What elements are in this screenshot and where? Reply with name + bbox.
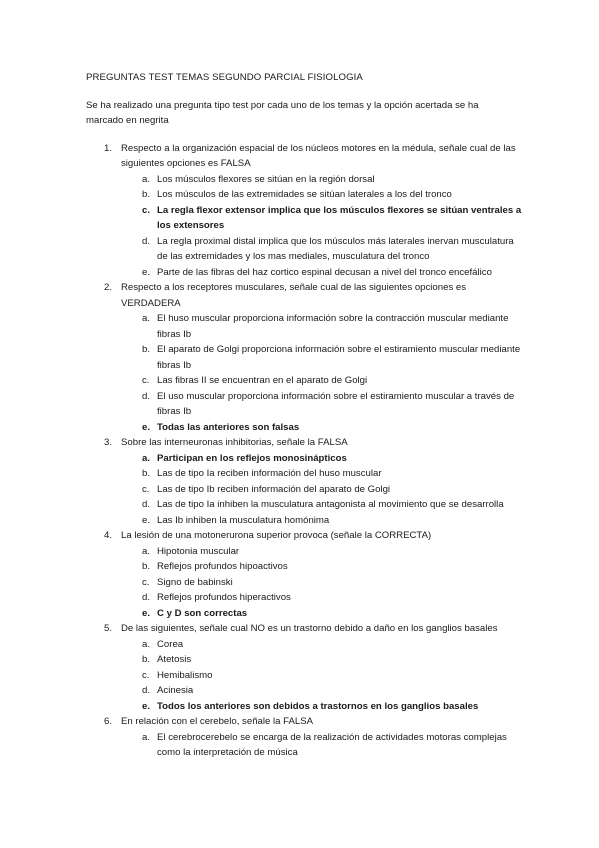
option-text: Reflejos profundos hiperactivos — [157, 592, 291, 603]
option-item — [86, 172, 526, 188]
option-letter: c. — [142, 204, 151, 216]
question-number: 2. — [104, 282, 113, 293]
option-letter: c. — [142, 483, 150, 495]
option-letter: c. — [142, 375, 150, 386]
question-number: 5. — [104, 623, 113, 634]
option-item — [86, 187, 526, 203]
option-item — [86, 683, 526, 699]
document-page — [86, 70, 526, 761]
option-item — [86, 234, 526, 265]
option-item — [86, 668, 526, 684]
option-list — [86, 172, 526, 281]
option-text: Las de tipo Ib reciben información del aparato de Golgi — [157, 483, 391, 495]
question-item — [86, 621, 526, 637]
question-item — [86, 280, 526, 311]
option-text: Las fibras II se encuentran en el aparato de Golgi — [157, 375, 368, 386]
option-letter: d. — [142, 685, 151, 696]
option-item — [86, 497, 526, 513]
option-letter: d. — [142, 592, 151, 603]
option-letter: a. — [142, 313, 151, 324]
question-text: En relación con el cerebelo, señale la FALSA — [121, 716, 313, 727]
option-letter: a. — [142, 173, 151, 185]
document-title: PREGUNTAS TEST TEMAS SEGUNDO PARCIAL FISIOLOGIA — [86, 72, 363, 83]
question-text: La lesión de una motonerurona superior provoca (señale la CORRECTA) — [121, 530, 432, 541]
option-text: Las Ib inhiben la musculatura homónima — [157, 514, 330, 526]
intro-paragraph: Se ha realizado una pregunta tipo test por cada uno de los temas y la opción acertada se ha marcado en negrita — [86, 99, 479, 126]
option-text: Acinesia — [157, 685, 194, 696]
option-item — [86, 342, 526, 373]
option-list — [86, 730, 526, 761]
option-letter: b. — [142, 468, 151, 479]
question-number: 6. — [104, 716, 113, 727]
option-letter: a. — [142, 638, 151, 650]
option-text: Corea — [157, 638, 184, 650]
question-number: 3. — [104, 437, 113, 448]
question-number: 4. — [104, 530, 113, 541]
option-text: Los músculos de las extremidades se sitúan laterales a los del tronco — [157, 189, 452, 200]
option-letter: b. — [142, 561, 151, 572]
option-item-correct — [86, 203, 526, 234]
question-text: Sobre las interneuronas inhibitorias, señale la FALSA — [121, 437, 348, 448]
option-item — [86, 466, 526, 482]
option-item — [86, 544, 526, 560]
option-letter: c. — [142, 669, 150, 681]
option-text: Reflejos profundos hipoactivos — [157, 561, 288, 572]
question-text: De las siguientes, señale cual NO es un trastorno debido a daño en los ganglios basales — [121, 623, 498, 634]
option-item-correct — [86, 420, 526, 436]
option-letter: e. — [142, 514, 151, 526]
option-text: Todos los anteriores son debidos a trastornos en los ganglios basales — [157, 700, 479, 712]
option-item — [86, 559, 526, 575]
question-item — [86, 141, 526, 172]
option-letter: d. — [142, 235, 151, 247]
option-item — [86, 513, 526, 529]
option-text: Las de tipo Ia inhiben la musculatura antagonista al movimiento que se desarrolla — [157, 499, 504, 510]
option-letter: b. — [142, 189, 151, 200]
option-text: Los músculos flexores se sitúan en la región dorsal — [157, 173, 375, 185]
option-text: Atetosis — [157, 654, 192, 665]
option-text: El huso muscular proporciona información sobre la contracción muscular mediante fibras Ib — [157, 313, 509, 340]
option-item — [86, 652, 526, 668]
option-letter: a. — [142, 452, 151, 464]
option-item — [86, 482, 526, 498]
question-list — [86, 141, 526, 761]
option-text: Hemibalismo — [157, 669, 213, 681]
option-item — [86, 575, 526, 591]
option-letter: e. — [142, 607, 151, 619]
question-text: Respecto a los receptores musculares, señale cual de las siguientes opciones es VERDADERA — [121, 282, 467, 309]
option-text: Hipotonia muscular — [157, 545, 240, 557]
option-item-correct — [86, 606, 526, 622]
option-text: Parte de las fibras del haz cortico espinal decusan a nivel del tronco encefálico — [157, 266, 492, 278]
option-text: Las de tipo Ia reciben información del huso muscular — [157, 468, 382, 479]
question-item — [86, 528, 526, 544]
option-item-correct — [86, 451, 526, 467]
option-text: El uso muscular proporciona información sobre el estiramiento muscular a través de fibras Ib — [157, 390, 515, 417]
option-letter: c. — [142, 576, 150, 588]
option-letter: e. — [142, 421, 151, 433]
option-letter: e. — [142, 700, 151, 712]
option-letter: b. — [142, 344, 151, 355]
option-letter: b. — [142, 654, 151, 665]
option-item — [86, 637, 526, 653]
option-text: El cerebrocerebelo se encarga de la realización de actividades motoras complejas como la interpretación de música — [157, 731, 507, 758]
option-text: La regla flexor extensor implica que los músculos flexores se sitúan ventrales a los extensores — [157, 204, 522, 231]
option-text: La regla proximal distal implica que los músculos más laterales inervan musculatura de las extremidades y los mas mediales, musculatura del tronco — [157, 235, 514, 262]
option-item — [86, 730, 526, 761]
option-letter: d. — [142, 390, 151, 402]
option-text: Signo de babinski — [157, 576, 233, 588]
option-letter: d. — [142, 499, 151, 510]
option-letter: a. — [142, 545, 151, 557]
option-item — [86, 311, 526, 342]
question-text: Respecto a la organización espacial de los núcleos motores en la médula, señale cual de las siguientes opciones es FALSA — [121, 142, 516, 169]
option-letter: e. — [142, 266, 151, 278]
option-list — [86, 637, 526, 715]
option-text: C y D son correctas — [157, 607, 248, 619]
option-list — [86, 544, 526, 622]
question-item — [86, 714, 526, 730]
question-item — [86, 435, 526, 451]
option-text: Participan en los reflejos monosinápticos — [157, 452, 347, 464]
option-letter: a. — [142, 731, 151, 743]
option-item-correct — [86, 699, 526, 715]
option-text: El aparato de Golgi proporciona información sobre el estiramiento muscular mediante fibras Ib — [157, 344, 521, 371]
option-item — [86, 265, 526, 281]
option-list — [86, 311, 526, 435]
question-number: 1. — [104, 142, 113, 154]
option-text: Todas las anteriores son falsas — [157, 421, 300, 433]
option-item — [86, 389, 526, 420]
option-list — [86, 451, 526, 529]
option-item — [86, 590, 526, 606]
option-item — [86, 373, 526, 389]
